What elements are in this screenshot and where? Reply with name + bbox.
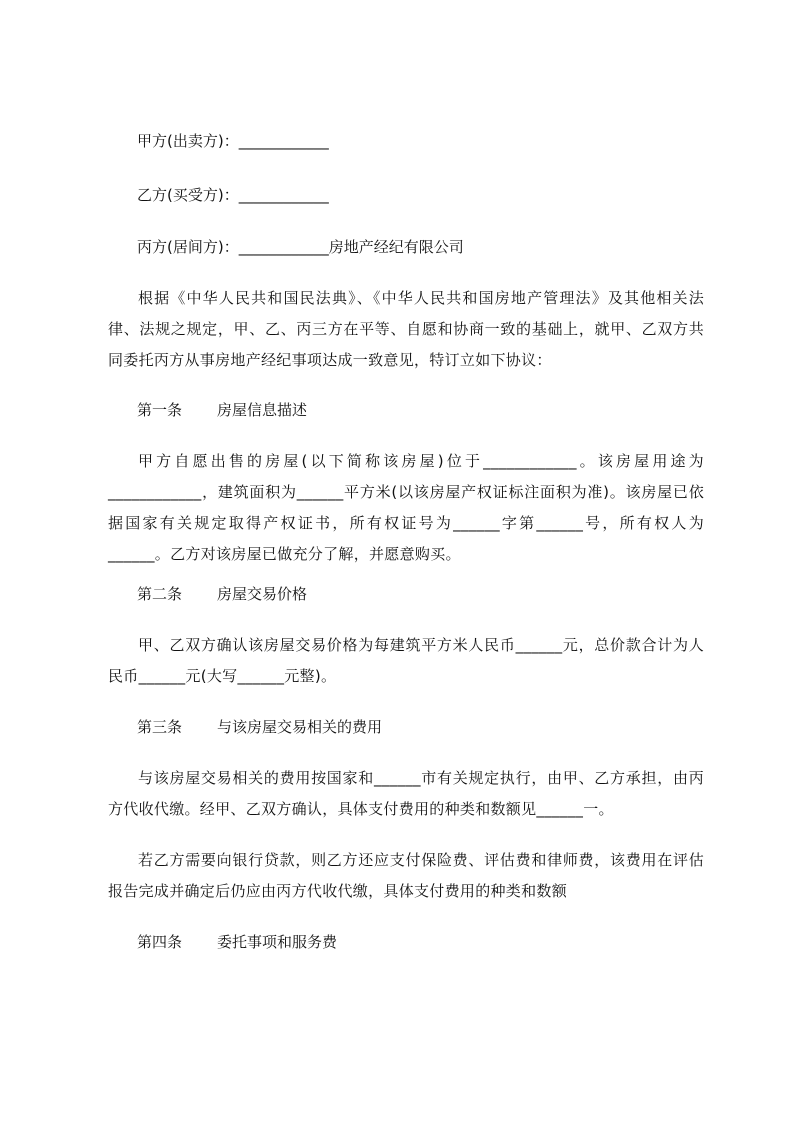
article-3-number: 第三条: [137, 718, 183, 736]
article-1-heading: [137, 401, 307, 419]
article-3-body: 与该房屋交易相关的费用按国家和______市有关规定执行，由甲、乙方承担，由丙方代收代缴。经甲、乙双方确认，具体支付费用的种类和数额见______一。: [108, 769, 704, 818]
article-3-body-2: 若乙方需要向银行贷款，则乙方还应支付保险费、评估费和律师费，该费用在评估报告完成并确定后仍应由丙方代收代缴，具体支付费用的种类和数额: [108, 851, 704, 900]
article-2-title: 房屋交易价格: [217, 585, 308, 603]
preamble-paragraph: 根据《中华人民共和国民法典》、《中华人民共和国房地产管理法》及其他相关法律、法规之规定，甲、乙、丙三方在平等、自愿和协商一致的基础上，就甲、乙双方共同委托丙方从事房地产经纪事项达成一致意见，特订立如下协议：: [108, 289, 704, 369]
party-b-line: 乙方(买受方)：____________: [137, 186, 329, 204]
article-2-number: 第二条: [137, 585, 183, 603]
article-4-heading: [137, 933, 337, 951]
article-2-heading: [137, 585, 307, 603]
article-4-title: 委托事项和服务费: [217, 933, 338, 951]
article-3-heading: [137, 718, 382, 736]
party-c-line: 丙方(居间方)：____________房地产经纪有限公司: [137, 238, 464, 256]
article-1-title: 房屋信息描述: [217, 401, 308, 419]
article-3-title: 与该房屋交易相关的费用: [217, 718, 383, 736]
article-2-body: 甲、乙双方确认该房屋交易价格为每建筑平方米人民币______元，总价款合计为人民币______元(大写______元整)。: [108, 636, 704, 685]
party-a-line: 甲方(出卖方)：____________: [137, 132, 329, 150]
article-4-number: 第四条: [137, 933, 183, 951]
article-1-number: 第一条: [137, 401, 183, 419]
article-1-body: 甲方自愿出售的房屋(以下简称该房屋)位于____________。该房屋用途为____________，建筑面积为______平方米(以该房屋产权证标注面积为准)。该房屋已依据国家有关规定取得产权证书，所有权证号为______字第______号，所有权人为______。乙方对该房屋已做充分了解，并愿意购买。: [108, 452, 704, 563]
